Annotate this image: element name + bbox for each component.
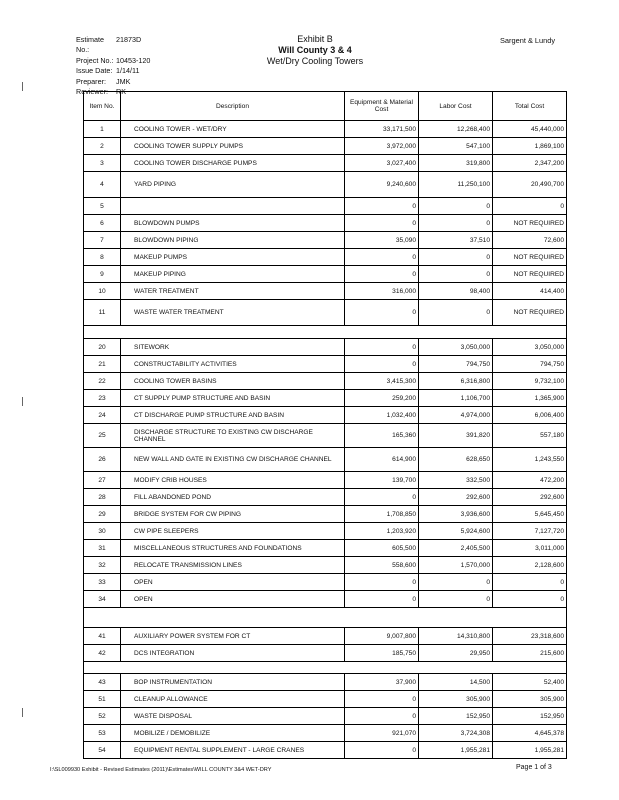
spacer-cell [419, 608, 493, 628]
spacer-cell [345, 326, 419, 339]
cell-equip: 37,900 [345, 674, 419, 691]
cell-total: 7,127,720 [493, 523, 567, 540]
spacer-cell [84, 662, 121, 674]
cell-total: 305,900 [493, 691, 567, 708]
cell-desc: MAKEUP PIPING [121, 266, 345, 283]
cell-total: 0 [493, 574, 567, 591]
cell-item: 11 [84, 300, 121, 326]
cell-desc: SITEWORK [121, 339, 345, 356]
cell-equip: 0 [345, 742, 419, 759]
cell-total: 472,200 [493, 472, 567, 489]
header-item-no: Item No. [84, 92, 121, 121]
cell-equip: 35,090 [345, 232, 419, 249]
table-header-row [84, 92, 567, 121]
cell-labor: 3,050,000 [419, 339, 493, 356]
cell-equip: 0 [345, 198, 419, 215]
cell-total: 152,950 [493, 708, 567, 725]
cell-desc: MODIFY CRIB HOUSES [121, 472, 345, 489]
cell-item: 9 [84, 266, 121, 283]
cell-total: 9,732,100 [493, 373, 567, 390]
reviewer-label: Reviewer: [76, 87, 108, 97]
cell-labor: 391,820 [419, 424, 493, 448]
cell-labor: 0 [419, 215, 493, 232]
cell-total: 23,318,600 [493, 628, 567, 645]
cell-total: 794,750 [493, 356, 567, 373]
margin-mark [22, 82, 23, 91]
cell-item: 1 [84, 121, 121, 138]
cell-item: 41 [84, 628, 121, 645]
table-row [84, 708, 567, 725]
table-row [84, 489, 567, 506]
table-row [84, 390, 567, 407]
margin-mark [22, 397, 23, 406]
cell-labor: 37,510 [419, 232, 493, 249]
cell-equip: 9,240,600 [345, 172, 419, 198]
project-name: Will County 3 & 4 [278, 45, 352, 55]
cell-equip: 0 [345, 356, 419, 373]
estimate-metadata [76, 35, 150, 97]
cell-equip: 0 [345, 339, 419, 356]
cell-labor: 319,800 [419, 155, 493, 172]
cell-labor: 98,400 [419, 283, 493, 300]
cell-item: 4 [84, 172, 121, 198]
cell-desc: CW PIPE SLEEPERS [121, 523, 345, 540]
table-row [84, 691, 567, 708]
cell-labor: 0 [419, 266, 493, 283]
cell-equip: 614,900 [345, 448, 419, 472]
table-row [84, 523, 567, 540]
subtitle: Wet/Dry Cooling Towers [266, 56, 364, 66]
cell-item: 32 [84, 557, 121, 574]
spacer-cell [493, 608, 567, 628]
cell-desc: COOLING TOWER BASINS [121, 373, 345, 390]
cell-item: 31 [84, 540, 121, 557]
cell-desc: BRIDGE SYSTEM FOR CW PIPING [121, 506, 345, 523]
cell-desc: FILL ABANDONED POND [121, 489, 345, 506]
header-equipment-cost: Equipment & Material Cost [345, 92, 419, 121]
project-no-label: Project No.: [76, 55, 114, 65]
cell-equip: 558,600 [345, 557, 419, 574]
table-row [84, 472, 567, 489]
cell-total: 215,600 [493, 645, 567, 662]
cell-labor: 4,974,000 [419, 407, 493, 424]
table-row [84, 725, 567, 742]
cell-labor: 628,650 [419, 448, 493, 472]
table-row [84, 645, 567, 662]
preparer-label: Preparer: [76, 76, 106, 86]
cell-total: 557,180 [493, 424, 567, 448]
table-row [84, 339, 567, 356]
cell-item: 3 [84, 155, 121, 172]
issue-date: 1/14/11 [116, 66, 140, 76]
cell-equip: 185,750 [345, 645, 419, 662]
cell-desc: COOLING TOWER SUPPLY PUMPS [121, 138, 345, 155]
preparer: JMK [116, 76, 131, 86]
cell-item: 23 [84, 390, 121, 407]
estimate-no-label: Estimate No.: [76, 35, 104, 55]
cell-desc: EQUIPMENT RENTAL SUPPLEMENT - LARGE CRANES [121, 742, 345, 759]
cell-labor: 3,936,600 [419, 506, 493, 523]
spacer-cell [345, 662, 419, 674]
cell-equip: 1,032,400 [345, 407, 419, 424]
cell-desc: YARD PIPING [121, 172, 345, 198]
cell-equip: 605,500 [345, 540, 419, 557]
cell-equip: 0 [345, 249, 419, 266]
table-row [84, 506, 567, 523]
project-no: 10453-120 [116, 55, 151, 65]
table-row [84, 407, 567, 424]
header-labor-cost: Labor Cost [419, 92, 493, 121]
page-number: Page 1 of 3 [516, 764, 552, 771]
cell-equip: 259,200 [345, 390, 419, 407]
cell-total: 4,645,378 [493, 725, 567, 742]
table-row [84, 373, 567, 390]
table-row [84, 742, 567, 759]
cell-labor: 12,268,400 [419, 121, 493, 138]
cell-labor: 0 [419, 591, 493, 608]
cell-equip: 0 [345, 300, 419, 326]
cell-equip: 0 [345, 591, 419, 608]
cell-total: 414,400 [493, 283, 567, 300]
cost-table [83, 91, 567, 759]
spacer-row [84, 326, 567, 339]
table-row [84, 138, 567, 155]
cell-item: 21 [84, 356, 121, 373]
cell-equip: 0 [345, 574, 419, 591]
spacer-cell [84, 326, 121, 339]
cell-labor: 0 [419, 300, 493, 326]
file-path: I:\SL009930 Exhibit - Revised Estimates (2011)\Estimates\WILL COUNTY 3&4 WET-DRY [50, 767, 272, 773]
cell-labor: 0 [419, 198, 493, 215]
spacer-row [84, 608, 567, 628]
spacer-row [84, 662, 567, 674]
exhibit-label: Exhibit B [297, 34, 333, 44]
cell-desc: CONSTRUCTABILITY ACTIVITIES [121, 356, 345, 373]
cell-desc: MOBILIZE / DEMOBILIZE [121, 725, 345, 742]
spacer-cell [345, 608, 419, 628]
cell-labor: 1,955,281 [419, 742, 493, 759]
cell-labor: 6,316,800 [419, 373, 493, 390]
cell-desc: WATER TREATMENT [121, 283, 345, 300]
header-total-cost: Total Cost [493, 92, 567, 121]
margin-mark [22, 708, 23, 717]
cell-desc: AUXILIARY POWER SYSTEM FOR CT [121, 628, 345, 645]
cell-item: 29 [84, 506, 121, 523]
cell-item: 28 [84, 489, 121, 506]
cell-total: NOT REQUIRED [493, 300, 567, 326]
spacer-cell [121, 608, 345, 628]
cell-labor: 0 [419, 574, 493, 591]
cell-equip: 0 [345, 691, 419, 708]
cell-total: 2,347,200 [493, 155, 567, 172]
document-title [230, 34, 400, 67]
cell-item: 8 [84, 249, 121, 266]
table-row [84, 424, 567, 448]
cell-item: 26 [84, 448, 121, 472]
cell-equip: 9,007,800 [345, 628, 419, 645]
table-row [84, 356, 567, 373]
cell-total: NOT REQUIRED [493, 249, 567, 266]
cell-labor: 332,500 [419, 472, 493, 489]
cell-labor: 292,600 [419, 489, 493, 506]
cell-desc: MAKEUP PUMPS [121, 249, 345, 266]
issue-date-label: Issue Date: [76, 66, 113, 76]
cell-desc: COOLING TOWER - WET/DRY [121, 121, 345, 138]
table-row [84, 155, 567, 172]
cell-desc: COOLING TOWER DISCHARGE PUMPS [121, 155, 345, 172]
cell-labor: 0 [419, 249, 493, 266]
table-row [84, 674, 567, 691]
cell-equip: 3,415,300 [345, 373, 419, 390]
cell-item: 7 [84, 232, 121, 249]
reviewer: RK [116, 87, 126, 97]
spacer-cell [84, 608, 121, 628]
cell-equip: 0 [345, 215, 419, 232]
cell-total: 2,128,600 [493, 557, 567, 574]
cell-labor: 11,250,100 [419, 172, 493, 198]
cell-labor: 152,950 [419, 708, 493, 725]
cell-labor: 547,100 [419, 138, 493, 155]
cell-equip: 3,972,000 [345, 138, 419, 155]
table-row [84, 232, 567, 249]
table-row [84, 266, 567, 283]
cell-desc: OPEN [121, 591, 345, 608]
cell-labor: 29,950 [419, 645, 493, 662]
spacer-cell [121, 662, 345, 674]
cell-labor: 305,900 [419, 691, 493, 708]
cell-desc: DCS INTEGRATION [121, 645, 345, 662]
cell-equip: 0 [345, 489, 419, 506]
estimate-no: 21873D [116, 35, 142, 44]
cell-labor: 794,750 [419, 356, 493, 373]
cell-item: 24 [84, 407, 121, 424]
cell-labor: 1,106,700 [419, 390, 493, 407]
cell-desc: CT DISCHARGE PUMP STRUCTURE AND BASIN [121, 407, 345, 424]
cell-desc: WASTE DISPOSAL [121, 708, 345, 725]
cell-equip: 0 [345, 708, 419, 725]
spacer-cell [493, 326, 567, 339]
table-row [84, 198, 567, 215]
company-name: Sargent & Lundy [500, 36, 556, 45]
cell-total: 5,645,450 [493, 506, 567, 523]
cell-total: 6,006,400 [493, 407, 567, 424]
cell-total: 20,490,700 [493, 172, 567, 198]
cell-item: 10 [84, 283, 121, 300]
cell-item: 27 [84, 472, 121, 489]
cell-item: 34 [84, 591, 121, 608]
cell-item: 25 [84, 424, 121, 448]
table-row [84, 574, 567, 591]
cell-equip: 921,070 [345, 725, 419, 742]
spacer-cell [419, 662, 493, 674]
table-row [84, 283, 567, 300]
cell-total: NOT REQUIRED [493, 266, 567, 283]
cell-total: 45,440,000 [493, 121, 567, 138]
cell-desc: WASTE WATER TREATMENT [121, 300, 345, 326]
cell-desc: NEW WALL AND GATE IN EXISTING CW DISCHARGE CHANNEL [121, 448, 345, 472]
table-row [84, 540, 567, 557]
cell-desc: BLOWDOWN PUMPS [121, 215, 345, 232]
cell-equip: 316,000 [345, 283, 419, 300]
cell-item: 22 [84, 373, 121, 390]
cell-total: 3,050,000 [493, 339, 567, 356]
cell-item: 2 [84, 138, 121, 155]
cell-item: 33 [84, 574, 121, 591]
cell-labor: 2,405,500 [419, 540, 493, 557]
cell-desc [121, 198, 345, 215]
cell-item: 51 [84, 691, 121, 708]
table-row [84, 300, 567, 326]
cell-equip: 165,360 [345, 424, 419, 448]
cell-labor: 3,724,308 [419, 725, 493, 742]
cell-item: 54 [84, 742, 121, 759]
cell-labor: 5,924,600 [419, 523, 493, 540]
table-row [84, 172, 567, 198]
cell-desc: RELOCATE TRANSMISSION LINES [121, 557, 345, 574]
cell-total: 292,600 [493, 489, 567, 506]
cell-total: 0 [493, 198, 567, 215]
table-row [84, 628, 567, 645]
table-row [84, 591, 567, 608]
table-row [84, 215, 567, 232]
cell-total: 0 [493, 591, 567, 608]
table-row [84, 121, 567, 138]
cell-desc: MISCELLANEOUS STRUCTURES AND FOUNDATIONS [121, 540, 345, 557]
cell-item: 5 [84, 198, 121, 215]
cell-item: 20 [84, 339, 121, 356]
cell-equip: 0 [345, 266, 419, 283]
table-row [84, 448, 567, 472]
cell-labor: 14,500 [419, 674, 493, 691]
cell-equip: 139,700 [345, 472, 419, 489]
spacer-cell [419, 326, 493, 339]
cell-desc: DISCHARGE STRUCTURE TO EXISTING CW DISCHARGE CHANNEL [121, 424, 345, 448]
cell-item: 30 [84, 523, 121, 540]
cell-equip: 33,171,500 [345, 121, 419, 138]
cell-total: 1,955,281 [493, 742, 567, 759]
cell-total: NOT REQUIRED [493, 215, 567, 232]
cell-labor: 14,310,800 [419, 628, 493, 645]
header-description: Description [121, 92, 345, 121]
cell-labor: 1,570,000 [419, 557, 493, 574]
cell-item: 53 [84, 725, 121, 742]
cell-item: 6 [84, 215, 121, 232]
spacer-cell [121, 326, 345, 339]
cell-desc: BOP INSTRUMENTATION [121, 674, 345, 691]
table-row [84, 557, 567, 574]
cell-equip: 1,708,850 [345, 506, 419, 523]
cell-total: 3,011,000 [493, 540, 567, 557]
cell-total: 72,600 [493, 232, 567, 249]
spacer-cell [493, 662, 567, 674]
cell-item: 52 [84, 708, 121, 725]
cell-equip: 1,203,920 [345, 523, 419, 540]
table-row [84, 249, 567, 266]
cell-item: 43 [84, 674, 121, 691]
cell-equip: 3,027,400 [345, 155, 419, 172]
cell-desc: CLEANUP ALLOWANCE [121, 691, 345, 708]
cell-desc: OPEN [121, 574, 345, 591]
cell-total: 52,400 [493, 674, 567, 691]
cell-total: 1,243,550 [493, 448, 567, 472]
cell-total: 1,365,900 [493, 390, 567, 407]
cell-item: 42 [84, 645, 121, 662]
cell-total: 1,869,100 [493, 138, 567, 155]
cell-desc: BLOWDOWN PIPING [121, 232, 345, 249]
cell-desc: CT SUPPLY PUMP STRUCTURE AND BASIN [121, 390, 345, 407]
